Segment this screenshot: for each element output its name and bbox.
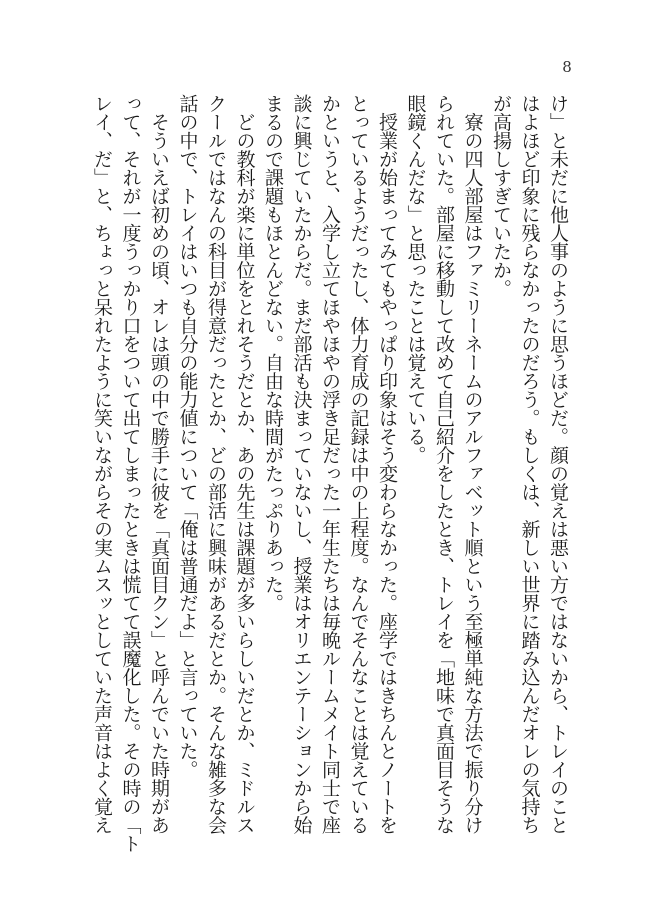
- text-line: 授業が始まってみてもやっぱり印象はそう変わらなかった。座学ではきちんとノートを: [376, 94, 398, 834]
- text-line: まるので課題もほとんどない。自由な時間がたっぷりあった。: [262, 94, 284, 612]
- text-line: どの教科が楽に単位をとれそうだとか、あの先生は課題が多いらしいだとか、ミドルス: [233, 94, 256, 834]
- text-line: 話の中で、トレイはいつも自分の能力値について「俺は普通だよ」と言っていた。: [176, 94, 199, 779]
- text-line: 談に興じていたからだ。まだ部活も決まっていないし、授業はオリエンテーションから始: [290, 94, 313, 834]
- page-number: 8: [562, 58, 572, 76]
- text-line: はよほど印象に残らなかったのだろう。もしくは、新しい世界に踏み込んだオレの気持ち: [518, 94, 541, 834]
- text-line: が高揚しすぎていたか。: [490, 94, 512, 298]
- text-line: られていた。部屋に移動して改めて自己紹介をしたとき、トレイを「地味で真面目そうな: [433, 94, 455, 834]
- text-line: そういえば初めの頃、オレは頭の中で勝手に彼を「真面目クン」と呼んでいた時期があ: [148, 94, 170, 834]
- text-line: け」と未だに他人事のように思うほどだ。顔の覚えは悪い方ではないから、トレイのこと: [547, 94, 569, 834]
- text-line: 眼鏡くんだな」と思ったことは覚えている。: [404, 94, 427, 464]
- text-line: かというと、入学し立てほやほやの浮き足だった一年生たちは毎晩ルームメイト同士で座: [319, 94, 341, 834]
- text-line: とっているようだったし、体力育成の記録は中の上程度。なんでそんなことは覚えている: [347, 94, 370, 834]
- body-text: [91, 94, 572, 853]
- text-line: レイ、だ」と、ちょっと呆れたように笑いながらその実ムスッとしていた声音はよく覚え: [91, 94, 113, 834]
- text-line: クールではなんの科目が得意だったとか、どの部活に興味があるだとか。そんな雑多な会: [205, 94, 227, 834]
- text-line: って、それが一度うっかり口をついて出てしまったときは慌てて誤魔化した。その時の「ト: [119, 94, 142, 853]
- text-line: 寮の四人部屋はファミリーネームのアルファベット順という至極単純な方法で振り分け: [461, 94, 484, 834]
